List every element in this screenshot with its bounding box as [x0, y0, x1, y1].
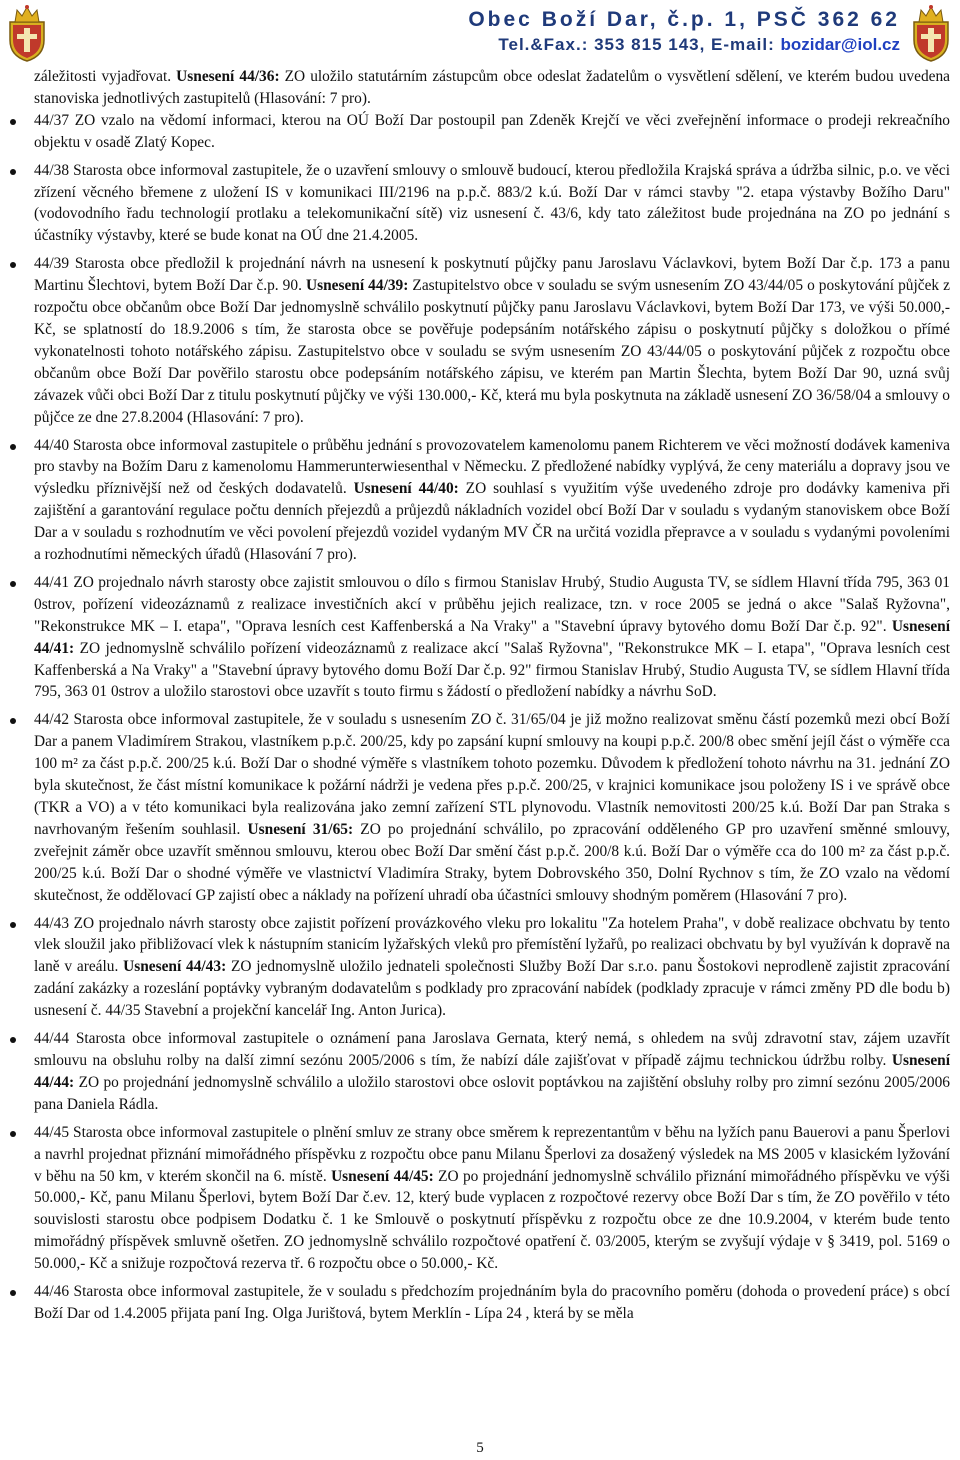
- item-text: 44/42 Starosta obce informoval zastupitele, že v souladu s usnesením ZO č. 31/65/04 je již možno realizovat směnu částí pozemků mezi obcí Boží Dar a panem Vladimírem Strakou, vlastníkem p.p.č. 200/25, kdy po zapsání kupní smlouvy na koupi p.p.č. 200/8 obec smění jejíl část o výměře cca 100 m² za část p.p.č. 200/25 k.ú. Boží Dar o shodné výměře s vlastníkem tohoto pozemku. Důvodem k předložení tohoto návrhu na 31. jednání ZO byla skutečnost, že část místní komunikace k požární nádrži je vedena přes p.p.č. 200/25, v krajnici komunikace jsou položeny IS i ve správě obce (TKR a VO) a v této komunikaci byla realizována jako zemní zařízení STL plynovodu. Vlastník nemovitosti 200/25 k.ú. Boží Dar pan Straka s navrhovaným řešením souhlasil.: [34, 711, 950, 838]
- resolution-label: Usnesení 44/36:: [176, 68, 280, 85]
- agenda-item: [10, 913, 950, 1023]
- item-text: ZO jednomyslně uložilo jednateli společnosti Služby Boží Dar s.r.o. panu Šostokovi neprodleně zajistit zpracování zadání zakázky a rozeslání poptávky vybraným dodavatelům s podklady pro zpracování nabídek (podklady zpracuje v rámci změny PD dle bodu b) usnesení č. 44/35 Stavební a projekční kancelář Ing. Anton Jurica).: [34, 958, 950, 1020]
- agenda-item: [10, 435, 950, 566]
- bullet-icon: [10, 718, 16, 724]
- bullet-icon: [10, 119, 16, 125]
- item-text: 44/37 ZO vzalo na vědomí informaci, kterou na OÚ Boží Dar postoupil pan Zdeněk Krejčí ve věci zveřejnění informace o prodeji rekreačního objektu v osadě Zlatý Kopec.: [34, 111, 950, 151]
- resolution-label: Usnesení 44/39:: [305, 277, 409, 295]
- agenda-item: [10, 709, 950, 906]
- bullet-icon: [10, 1131, 16, 1137]
- document-body: [10, 66, 950, 1331]
- item-text: ZO souhlasí s využitím výše uvedeného zdroje pro dodávky kameniva při zajištění a garantování regulace počtu denních přejezdů a průjezdů nákladních vozidel obcí Boží Dar v souladu s vydaným stanoviskem obce Boží Dar a v souladu s rozhodnutím ve věci povolení přejezdů vozidel vydaným MV ČR na určitá vozidla přepravce a v souladu s vydanými povoleními a rozhodnutími německých úřadů (Hlasování 7 pro).: [34, 480, 951, 564]
- agenda-item: [10, 1281, 950, 1325]
- item-text: 44/44 Starosta obce informoval zastupitele o oznámení pana Jaroslava Gernata, který nemá, s ohledem na svůj zdravotní stav, zájem uzavřít smlouvu na obsluhu rolby na další zimní sezónu 2005/2006 s tím, že nabízí dále zajišťovat v případě zájmu technickou údržbu rolby.: [34, 1030, 950, 1069]
- bullet-icon: [10, 1290, 16, 1296]
- item-text: ZO po projednání schválilo, po zpracování odděleného GP pro uzavření směnné smlouvy, zveřejnit záměr obce uzavřít směnnou smlouvu, kterou obec Boží Dar smění část p.p.č. 200/8 k.ú. Boží Dar o výměře cca do 100 m² za část p.p.č. 200/25 k.ú. Boží Dar o shodné výměře ve vlastnictví Vladimíra Straky, bytem Dobrovského 350, Dolní Rychnov s tím, že ZO vzalo na vědomí skutečnost, že oddělovací GP zajistí obec a náklady na pořízení uhradí oba účastníci smlouvy shodným poměrem (Hlasování 7 pro).: [34, 820, 951, 904]
- bullet-icon: [10, 922, 16, 928]
- resolution-label: Usnesení 44/44:: [34, 1051, 950, 1091]
- item-text: ZO po projednání jednomyslně schválilo přiznání mimořádného příspěvku ve výši 50.000,- Kč, panu Milanu Šperlovi, bytem Boží Dar č.ev. 12, který bude vyplacen z rozpočtové rezervy obce Boží Dar s tím, že ZO pověřilo v této souvislosti starostu obce podpisem Dodatku č. 1 ke Smlouvě o poskytnutí příspěvku z rozpočtu obce ze dne 10.9.2004, v kterém bude tento mimořádný příspěvek smluvně ošetřen. ZO jednomyslně schválilo rozpočtové opatření č. 03/2005, kterým se zvyšují výdaje v § 3419, pol. 5169 o 50.000,- Kč a snižuje rozpočtová rezerva tř. 6 rozpočtu obce o 50.000,- Kč.: [34, 1167, 950, 1273]
- agenda-item: [10, 160, 950, 248]
- intro-text: ZO uložilo statutárním zástupcům obce odeslat žadatelům o vysvětlení sdělení, ve kterém budou uvedena stanoviska jednotlivých zastupitelů (Hlasování: 7 pro).: [34, 68, 951, 107]
- item-text: Zastupitelstvo obce v souladu se svým usnesením ZO 43/44/05 o poskytování půjček z rozpočtu obce občanům obce Boží Dar jednomyslně schválilo poskytnutí půjčky panu Jaroslavu Václavkovi, bytem Boží Dar 173, ve výši 50.000,- Kč, se splatností do 18.9.2006 s tím, že starosta obce se pověřuje podepsáním notářského zápisu o poskytnutí půjčky s doložkou o přímé vykonatelnosti tohoto notářského zápisu. Zastupitelstvo obce v souladu se svým usnesením ZO 43/44/05 o poskytování půjček z rozpočtu obce občanům obce Boží Dar pověřilo starostu obce podepsáním notářského zápisu, ve kterém pan Martin Šlechta, bytem Boží Dar 90, uzná svůj závazek vůči obci Boží Dar z titulu poskytnutí půjčky ve výši 130.000,- Kč, která mu byla poskytnuta na základě usnesení ZO 36/58/04 a smlouvy o půjčce ze dne 27.8.2004 (Hlasování: 7 pro).: [34, 277, 951, 426]
- agenda-list: [10, 110, 950, 1325]
- bullet-icon: [10, 169, 16, 175]
- page-number: 5: [476, 1440, 484, 1456]
- bullet-icon: [10, 581, 16, 587]
- item-text: 44/45 Starosta obce informoval zastupitele o plnění smluv ze strany obce směrem k reprezentantům v běhu na lyžích panu Bauerovi a panu Šperlovi a navrhl projednat přiznání mimořádného příspěvku z rozpočtu obce panu Milanu Šperlovi za dosažený výsledek na MS 2005 v klasickém lyžování v běhu na 50 km, v kterém skončil na 6. místě.: [34, 1123, 950, 1185]
- intro-paragraph: [34, 66, 950, 110]
- item-text: ZO jednomyslně schválilo pořízení videozáznamů z realizace akcí "Salaš Ryžovna", "Rekonstrukce MK – I. etapa", "Oprava lesních cest Kaffenberská a Na Vraky" a "Stavební úpravy bytového domu Boží Dar č.p. 92" firmou Stanislav Hrubý, Studio Augusta TV, se sídlem Hlavní třída 795, 363 01 0strov a uložilo starostovi obce uzavřít s touto firmu s žádostí o předložení nabídky a návrhu SoD.: [34, 639, 950, 701]
- agenda-item: [10, 1028, 950, 1116]
- page-header: [0, 0, 960, 64]
- header-contact-prefix: Tel.&Fax.: 353 815 143, E-mail:: [498, 35, 781, 54]
- header-email-link[interactable]: bozidar@iol.cz: [780, 35, 900, 54]
- resolution-label: Usnesení 44/43:: [123, 958, 227, 976]
- agenda-item: [10, 572, 950, 703]
- item-text: ZO po projednání jednomyslně schválilo a uložilo starostovi obce oslovit poptávkou na zajištění obsluhy rolby pro zimní sezónu 2005/2006 pana Daniela Rádla.: [34, 1073, 950, 1113]
- agenda-item: [10, 253, 950, 428]
- bullet-icon: [10, 262, 16, 268]
- item-text: 44/38 Starosta obce informoval zastupitele, že o uzavření smlouvy o smlouvě budoucí, kterou předložila Krajská správa a údržba silnic, p.o. ve věci zřízení věcného břemene z uložení IS v komunikaci III/2196 na p.p.č. 883/2 k.ú. Boží Dar v rámci stavby "2. etapa výstavby Božího Daru" (vodovodního řadu technologií protlaku a telekomunikační sítě) viz usnesení č. 43/6, kdy tato záležitost bude projednána na ZO po jednání s účastníky výstavby, které se bude konat na OÚ dne 21.4.2005.: [34, 161, 950, 245]
- bullet-icon: [10, 1037, 16, 1043]
- item-text: 44/46 Starosta obce informoval zastupitele, že v souladu s předchozím projednáním byla do pracovního poměru (dohoda o provedení práce) s obcí Boží Dar od 1.4.2005 přijata paní Ing. Olga Jurištová, bytem Merklín - Lípa 24 , která by se měla: [34, 1283, 950, 1322]
- bullet-icon: [10, 444, 16, 450]
- item-text: 44/39 Starosta obce předložil k projednání návrh na usnesení k poskytnutí půjčky panu Jaroslavu Václavkovi, bytem Boží Dar č.p. 173 a panu Martinu Šlechtovi, bytem Boží Dar č.p. 90.: [34, 255, 950, 295]
- agenda-item: [10, 1122, 950, 1275]
- resolution-label: Usnesení 44/40:: [353, 480, 459, 498]
- coat-of-arms-icon: [906, 4, 956, 62]
- header-title: Obec Boží Dar, č.p. 1, PSČ 362 62: [468, 8, 900, 31]
- item-text: 44/43 ZO projednalo návrh starosty obce zajistit pořízení provázkového vleku pro lokalitu "Za hotelem Praha", v době realizace obchvatu by tento vlek sloužil jako přibližovací vlek k nástupním stanicím lyžařských vleků pro přemístění lyžařů, po realizaci obchvatu by byl využíván k dopravě na laně v areálu.: [34, 914, 950, 976]
- agenda-item: [10, 110, 950, 154]
- resolution-label: Usnesení 44/41:: [34, 617, 950, 657]
- item-text: 44/41 ZO projednalo návrh starosty obce zajistit smlouvou o dílo s firmou Stanislav Hrubý, Studio Augusta TV, se sídlem Hlavní třída 795, 363 01 0strov, pořízení videozáznamů z realizace investičních akcí v průběhu jejich realizace, tzn. v roce 2005 se jedná o akce "Salaš Ryžovna", "Rekonstrukce MK – I. etapa", "Oprava lesních cest Kaffenberská a Na Vraky" a "Stavební úpravy bytového domu Boží Dar č.p. 92".: [34, 573, 950, 635]
- item-text: 44/40 Starosta obce informoval zastupitele o průběhu jednání s provozovatelem kamenolomu panem Richterem ve věci možností dodávek kameniva pro stavby na Božím Daru z kamenolomu Hammerunterwiesenthal v Německu. Z předložené nabídky vyplývá, že ceny materiálu a dopravy jsou ve výsledku příznivější než od českých dodavatelů.: [34, 436, 950, 498]
- resolution-label: Usnesení 31/65:: [247, 820, 354, 838]
- coat-of-arms-icon: [2, 4, 52, 62]
- header-contact: [200, 35, 900, 55]
- resolution-label: Usnesení 44/45:: [331, 1167, 434, 1185]
- intro-text: záležitosti vyjadřovat.: [34, 68, 177, 85]
